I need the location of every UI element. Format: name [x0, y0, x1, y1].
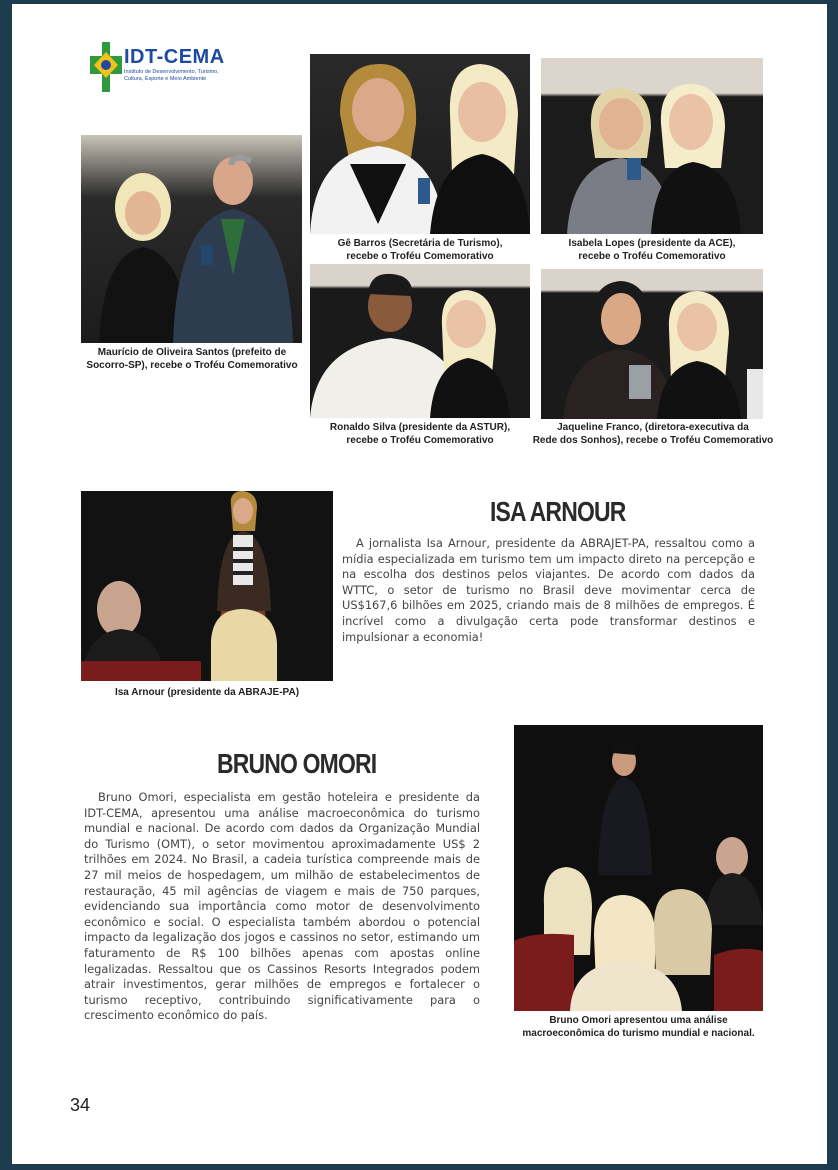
bruno-omori-body: Bruno Omori, especialista em gestão hoteleira e presidente da IDT-CEMA, apresentou uma análise macroeconômica do turismo mundial e nacional. De acordo com dados da Organização Mundial do Turismo (OMT), o setor movimentou aproximadamente US$ 2 trilhões em 2024. No Brasil, a cadeia turística compreende mais de 27 mil meios de hospedagem, um milhão de estabelecimentos de restauração, 45 mil agências de viagem e mais de 750 parques, evidenciando sua importância como motor de desenvolvimento econômico e social. O especialista também abordou o potencial impacto da legalização dos jogos e cassinos no setor, estimando um faturamento de R$ 100 bilhões apenas com apostas online legalizadas. Ressaltou que os Cassinos Resorts Integrados podem atrair investimentos, gerar milhões de empregos e fortalecer o turismo receptivo, contribuindo significativamente para o crescimento econômico do país. — [84, 790, 480, 1023]
caption-jaqueline-franco-line2: Rede dos Sonhos), recebe o Troféu Comemorativo — [532, 435, 774, 446]
photo-bruno-omori — [514, 725, 763, 1011]
page-number: 34 — [70, 1095, 91, 1115]
logo-name: IDT-CEMA — [124, 46, 225, 68]
photo-ge-barros — [310, 54, 530, 234]
caption-mauricio-line2: Socorro-SP), recebe o Troféu Comemorativo — [86, 360, 298, 371]
caption-jaqueline-franco-line1: Jaqueline Franco, (diretora-executiva da — [557, 422, 749, 433]
photo-ronaldo-silva — [310, 264, 530, 418]
photo-isabela-lopes — [541, 58, 763, 234]
caption-ge-barros-line2: recebe o Troféu Comemorativo — [346, 251, 494, 262]
logo-subtitle-line2: Cultura, Esporte e Meio Ambiente — [124, 76, 207, 82]
caption-isabela-lopes-line1: Isabela Lopes (presidente da ACE), — [568, 238, 736, 249]
bruno-omori-heading: BRUNO OMORI — [217, 748, 377, 779]
photo-isa-arnour — [81, 491, 333, 681]
caption-bruno-omori-line1: Bruno Omori apresentou uma análise — [549, 1015, 728, 1026]
isa-arnour-heading: ISA ARNOUR — [490, 496, 626, 527]
caption-ronaldo-silva-line2: recebe o Troféu Comemorativo — [346, 435, 494, 446]
photo-jaqueline-franco — [541, 269, 763, 419]
caption-ronaldo-silva — [310, 421, 530, 447]
caption-jaqueline-franco — [527, 421, 779, 447]
caption-ronaldo-silva-line1: Ronaldo Silva (presidente da ASTUR), — [329, 422, 511, 433]
photo-mauricio — [81, 135, 302, 343]
caption-isa-arnour — [81, 686, 333, 699]
isa-arnour-body: A jornalista Isa Arnour, presidente da ABRAJET-PA, ressaltou como a mídia especializada em turismo tem um impacto direto na percepção e na escolha dos destinos pelos viajantes. De acordo com dados da WTTC, o setor de turismo no Brasil deve movimentar cerca de US$167,6 bilhões em 2025, criando mais de 8 milhões de empregos. É incrível como a divulgação certa pode transformar destinos e impulsionar a economia! — [342, 536, 755, 644]
magazine-page — [12, 4, 827, 1164]
logo-emblem-icon — [90, 42, 122, 92]
caption-ge-barros-line1: Gê Barros (Secretária de Turismo), — [337, 238, 503, 249]
caption-isabela-lopes — [541, 237, 763, 263]
caption-isa-arnour-text: Isa Arnour (presidente da ABRAJE-PA) — [114, 687, 300, 698]
caption-isabela-lopes-line2: recebe o Troféu Comemorativo — [578, 251, 726, 262]
logo-subtitle-line1: Instituto de Desenvolvimento, Turismo, — [124, 69, 219, 75]
caption-ge-barros — [310, 237, 530, 263]
caption-bruno-omori-line2: macroeconômica do turismo mundial e nacional. — [522, 1028, 755, 1039]
logo — [90, 42, 240, 92]
caption-bruno-omori — [510, 1014, 767, 1040]
caption-mauricio-line1: Maurício de Oliveira Santos (prefeito de — [97, 347, 287, 358]
caption-mauricio — [72, 346, 312, 372]
